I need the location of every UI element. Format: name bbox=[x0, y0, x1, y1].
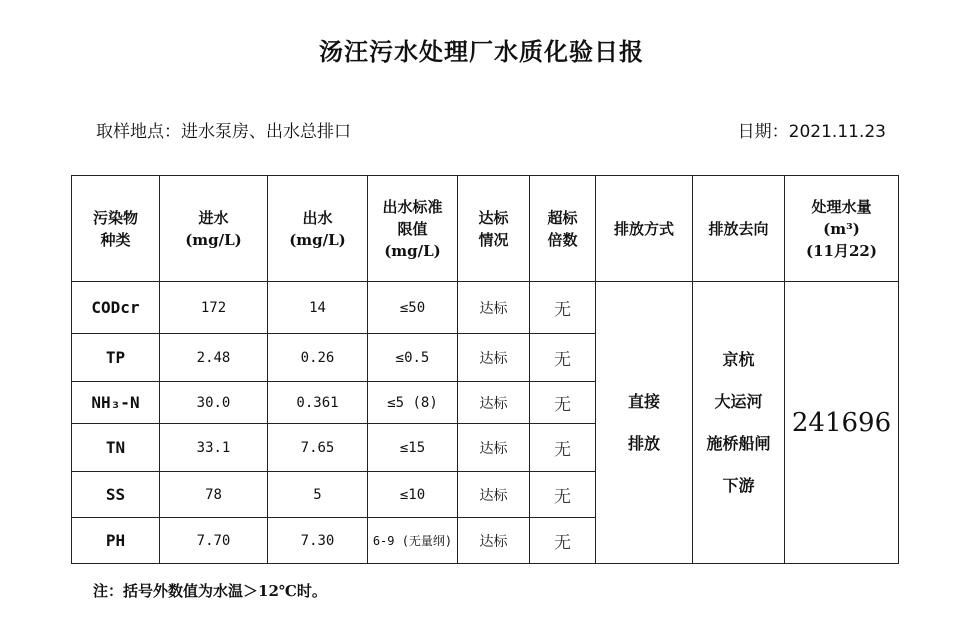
inflow-value: 33.1 bbox=[160, 424, 268, 472]
discharge-destination: 京杭 大运河 施桥船闸 下游 bbox=[693, 282, 785, 564]
outflow-value: 7.65 bbox=[268, 424, 368, 472]
exceed-times: 无 bbox=[530, 382, 596, 424]
pollutant-name: TP bbox=[72, 334, 160, 382]
header-row bbox=[72, 176, 899, 282]
header-discharge-destination: 排放去向 bbox=[693, 176, 785, 282]
footnote: 注：括号外数值为水温＞12℃时。 bbox=[93, 582, 327, 600]
pollutant-name: CODcr bbox=[72, 282, 160, 334]
outflow-value: 14 bbox=[268, 282, 368, 334]
outflow-value: 0.26 bbox=[268, 334, 368, 382]
inflow-value: 2.48 bbox=[160, 334, 268, 382]
limit-value: 6-9 (无量纲) bbox=[368, 518, 458, 564]
exceed-times: 无 bbox=[530, 334, 596, 382]
exceed-times: 无 bbox=[530, 518, 596, 564]
treated-volume: 241696 bbox=[785, 282, 899, 564]
limit-value: ≤0.5 bbox=[368, 334, 458, 382]
water-quality-table bbox=[71, 175, 899, 564]
header-compliance: 达标 情况 bbox=[458, 176, 530, 282]
pollutant-name: SS bbox=[72, 472, 160, 518]
pollutant-name: PH bbox=[72, 518, 160, 564]
report-title: 汤汪污水处理厂水质化验日报 bbox=[319, 38, 644, 66]
header-exceed: 超标 倍数 bbox=[530, 176, 596, 282]
limit-value: ≤10 bbox=[368, 472, 458, 518]
header-limit: 出水标准 限值 (mg/L) bbox=[368, 176, 458, 282]
limit-value: ≤50 bbox=[368, 282, 458, 334]
exceed-times: 无 bbox=[530, 424, 596, 472]
outflow-value: 5 bbox=[268, 472, 368, 518]
outflow-value: 0.361 bbox=[268, 382, 368, 424]
exceed-times: 无 bbox=[530, 282, 596, 334]
compliance-status: 达标 bbox=[458, 282, 530, 334]
discharge-method: 直接 排放 bbox=[596, 282, 693, 564]
header-volume: 处理水量 (m³) (11月22) bbox=[785, 176, 899, 282]
compliance-status: 达标 bbox=[458, 424, 530, 472]
inflow-value: 30.0 bbox=[160, 382, 268, 424]
compliance-status: 达标 bbox=[458, 334, 530, 382]
inflow-value: 172 bbox=[160, 282, 268, 334]
pollutant-name: TN bbox=[72, 424, 160, 472]
outflow-value: 7.30 bbox=[268, 518, 368, 564]
header-inflow: 进水 (mg/L) bbox=[160, 176, 268, 282]
header-pollutant: 污染物 种类 bbox=[72, 176, 160, 282]
inflow-value: 7.70 bbox=[160, 518, 268, 564]
table-row bbox=[72, 282, 899, 334]
compliance-status: 达标 bbox=[458, 382, 530, 424]
header-discharge-method: 排放方式 bbox=[596, 176, 693, 282]
report-date: 日期：2021.11.23 bbox=[737, 122, 886, 142]
exceed-times: 无 bbox=[530, 472, 596, 518]
sampling-location: 取样地点：进水泵房、出水总排口 bbox=[96, 122, 351, 142]
limit-value: ≤15 bbox=[368, 424, 458, 472]
compliance-status: 达标 bbox=[458, 518, 530, 564]
header-outflow: 出水 (mg/L) bbox=[268, 176, 368, 282]
pollutant-name: NH₃-N bbox=[72, 382, 160, 424]
limit-value: ≤5 (8) bbox=[368, 382, 458, 424]
inflow-value: 78 bbox=[160, 472, 268, 518]
compliance-status: 达标 bbox=[458, 472, 530, 518]
